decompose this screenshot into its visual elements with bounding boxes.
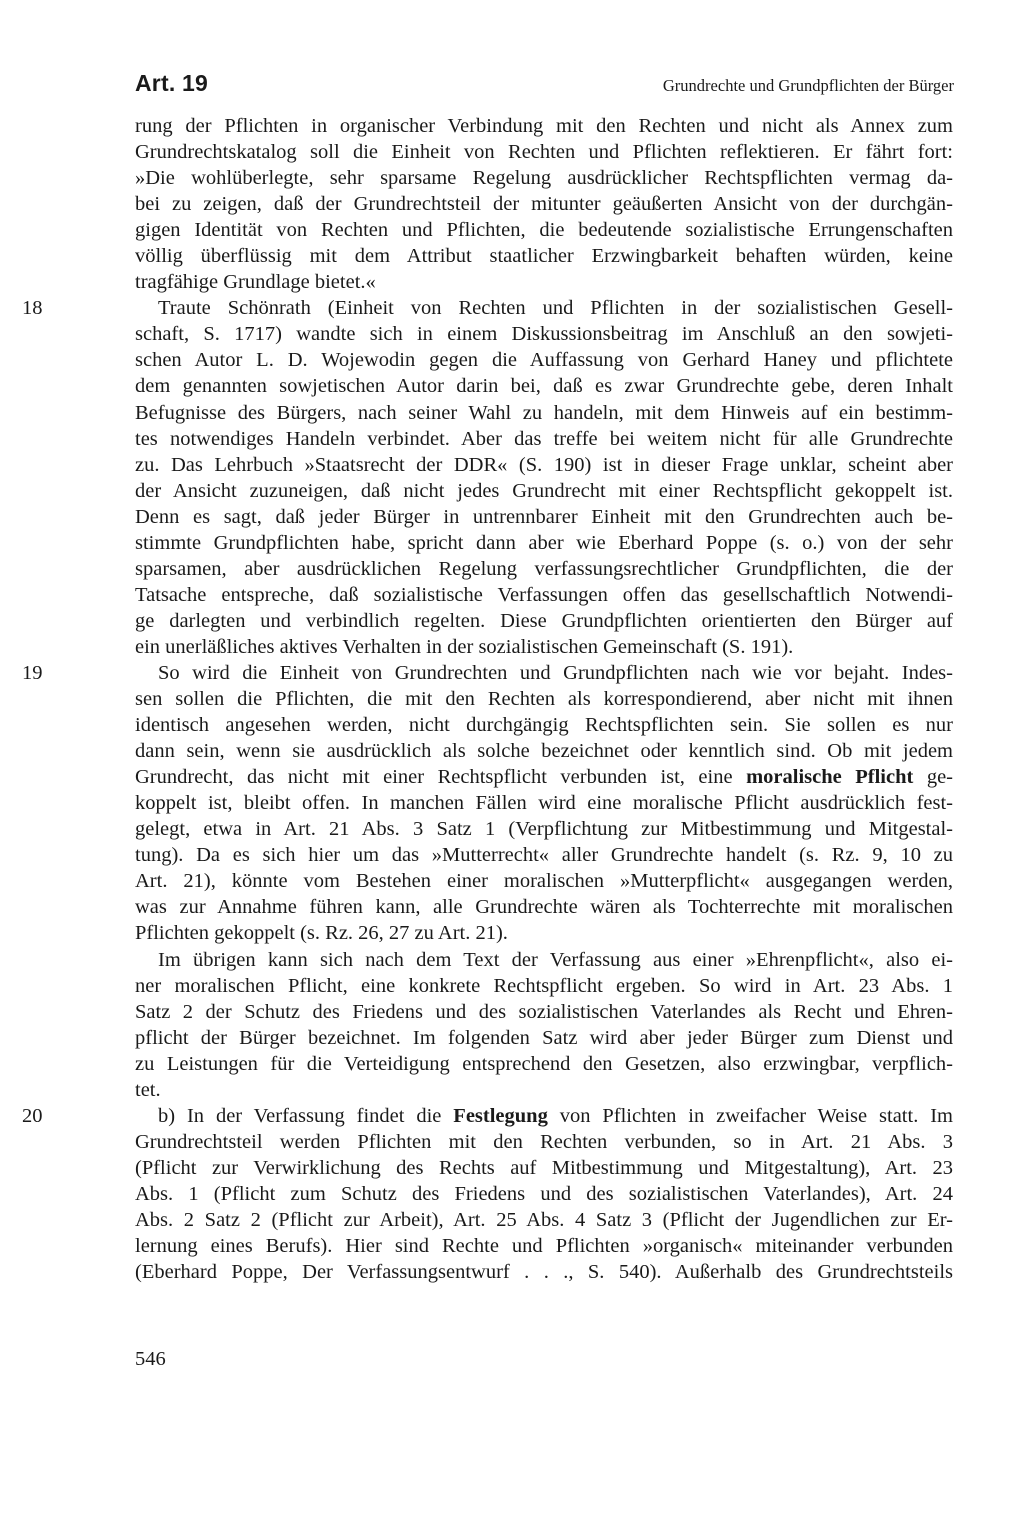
text-line-content: Traute Schönrath (Einheit von Rechten und Pflichten in der sozialistischen Gesell- [158, 297, 953, 320]
margin-number: 18 [22, 297, 43, 320]
text-line [22, 660, 953, 686]
text-line [135, 1077, 953, 1103]
text-line [135, 556, 953, 582]
text-line [135, 321, 953, 347]
text-line [135, 530, 953, 556]
text-line-content: der Ansicht zuzuneigen, daß nicht jedes Grundrecht mit einer Rechtspflicht gekoppelt ist. [135, 479, 953, 502]
text-line-content: was zur Annahme führen kann, alle Grundrechte wären als Tochterrechte mit moralischen [135, 896, 953, 919]
text-line [135, 712, 953, 738]
text-line-content: Befugnisse des Bürgers, nach seiner Wahl zu handeln, mit dem Hinweis auf ein bestimm- [135, 401, 953, 424]
text-line-content: ein unerläßliches aktives Verhalten in der sozialistischen Gemeinschaft (S. 191). [135, 635, 794, 658]
text-line-content: Abs. 2 Satz 2 (Pflicht zur Arbeit), Art. 25 Abs. 4 Satz 3 (Pflicht der Jugendlichen zur Er- [135, 1208, 953, 1231]
text-line [135, 868, 953, 894]
text-line [135, 1233, 953, 1259]
text-line-content: Tatsache entspreche, daß sozialistische Verfassungen offen das gesellschaftlich Notwendi- [135, 583, 953, 606]
text-line [135, 347, 953, 373]
text-line [135, 999, 953, 1025]
text-line [135, 816, 953, 842]
margin-number: 19 [22, 661, 43, 684]
text-line-content: tes notwendiges Handeln verbindet. Aber das treffe bei weitem nicht für alle Grundrechte [135, 427, 953, 450]
text-line-content: sen sollen die Pflichten, die mit den Rechten als korrespondierend, aber nicht mit ihnen [135, 688, 953, 711]
text-line-content: rung der Pflichten in organischer Verbindung mit den Rechten und nicht als Annex zum [135, 115, 953, 137]
text-line-content: gigen Identität von Rechten und Pflichten, die bedeutende sozialistische Errungenschaften [135, 219, 953, 242]
text-line-content: Abs. 1 (Pflicht zum Schutz des Friedens und des sozialistischen Vaterlandes), Art. 24 [135, 1182, 953, 1205]
text-line-content: sparsamen, aber ausdrücklichen Regelung verfassungsrechtlicher Grundpflichten, die der [135, 557, 953, 580]
text-line-content: Satz 2 der Schutz des Friedens und des sozialistischen Vaterlandes als Recht und Ehren- [135, 1000, 953, 1023]
text-line-content: schen Autor L. D. Wojewodin gegen die Auffassung von Gerhard Haney und pflichtete [135, 349, 953, 372]
text-line [135, 608, 953, 634]
text-line [135, 634, 953, 660]
text-line [135, 165, 953, 191]
text-line-content: Im übrigen kann sich nach dem Text der Verfassung aus einer »Ehrenpflicht«, also ei- [158, 948, 953, 971]
emphasized-term: Festlegung [453, 1104, 548, 1127]
text-line-content: (Eberhard Poppe, Der Verfassungsentwurf . . ., S. 540). Außerhalb des Grundrechtsteils [135, 1261, 953, 1284]
text-line-content: tung). Da es sich hier um das »Mutterrecht« aller Grundrechte handelt (s. Rz. 9, 10 zu [135, 844, 953, 867]
text-line [135, 973, 953, 999]
text-line [135, 1025, 953, 1051]
text-line-content: gelegt, etwa in Art. 21 Abs. 3 Satz 1 (Verpflichtung zur Mitbestimmung und Mitgestal- [135, 818, 953, 841]
text-line-content: schaft, S. 1717) wandte sich in einem Diskussionsbeitrag im Anschluß an den sowjeti- [135, 323, 953, 346]
text-line [135, 504, 953, 530]
text-line [135, 1155, 953, 1181]
text-line-content: So wird die Einheit von Grundrechten und Grundpflichten nach wie vor bejaht. Indes- [158, 661, 953, 684]
text-line-content: koppelt ist, bleibt offen. In manchen Fällen wird eine moralische Pflicht ausdrücklich fest- [135, 792, 953, 815]
text-line-content: »Die wohlüberlegte, sehr sparsame Regelung ausdrücklicher Rechtspflichten vermag da- [135, 167, 953, 190]
running-title: Grundrechte und Grundpflichten der Bürger [662, 76, 954, 95]
text-line-content: stimmte Grundpflichten habe, spricht dann aber wie Eberhard Poppe (s. o.) von der sehr [135, 531, 953, 554]
text-line-content: zu Leistungen für die Verteidigung entsprechend den Gesetzen, also erzwingbar, verpflich- [135, 1052, 953, 1075]
text-line-content: identisch angesehen werden, nicht durchgängig Rechtspflichten sein. Sie sollen es nur [135, 714, 953, 737]
text-line-content: pflicht der Bürger bezeichnet. Im folgenden Satz wird aber jeder Bürger zum Dienst und [135, 1026, 953, 1049]
text-line [135, 426, 953, 452]
text-line [135, 373, 953, 399]
text-line [135, 478, 953, 504]
emphasized-term: moralische Pflicht [746, 766, 914, 789]
text-line-content: zu. Das Lehrbuch »Staatsrecht der DDR« (S. 190) ist in dieser Frage unklar, scheint aber [135, 453, 953, 476]
article-heading: Art. 19 [135, 70, 208, 96]
text-line [135, 764, 953, 790]
text-line [135, 1259, 953, 1285]
text-line-content: ner moralischen Pflicht, eine konkrete Rechtspflicht ergeben. So wird in Art. 23 Abs. 1 [135, 974, 953, 997]
text-line-content: von Pflichten in zweifacher Weise statt. Im [547, 1104, 953, 1127]
text-line [135, 894, 953, 920]
text-line [135, 113, 953, 139]
text-line [135, 139, 953, 165]
text-line-content: (Pflicht zur Verwirklichung des Rechts auf Mitbestimmung und Mitgestaltung), Art. 23 [135, 1156, 953, 1179]
text-line [135, 269, 953, 295]
text-line-content: Grundrechtsteil werden Pflichten mit den Rechten verbunden, so in Art. 21 Abs. 3 [135, 1130, 953, 1153]
text-line [135, 1051, 953, 1077]
text-line [135, 452, 953, 478]
text-line-content: Denn es sagt, daß jeder Bürger in untrennbarer Einheit mit den Grundrechten auch be- [135, 505, 953, 528]
text-line-content: dann sein, wenn sie ausdrücklich als solche bezeichnet oder kenntlich sind. Ob mit jedem [135, 740, 953, 763]
text-line-content: Grundrecht, das nicht mit einer Rechtspflicht verbunden ist, eine [135, 766, 747, 789]
text-line [135, 842, 953, 868]
text-line [135, 243, 953, 269]
text-line-content: Pflichten gekoppelt (s. Rz. 26, 27 zu Art. 21). [135, 922, 508, 945]
text-line [135, 400, 953, 426]
text-line-content: ge darlegten und verbindlich regelten. Diese Grundpflichten orientierten den Bürger auf [135, 609, 953, 632]
text-line [135, 1129, 953, 1155]
text-line [135, 686, 953, 712]
text-line-content: tet. [135, 1078, 161, 1101]
text-line-content: b) In der Verfassung findet die [158, 1104, 454, 1127]
text-line-content: tragfähige Grundlage bietet.« [135, 271, 376, 294]
text-line [135, 790, 953, 816]
text-line [135, 191, 953, 217]
text-line [135, 738, 953, 764]
text-line [22, 295, 953, 321]
text-line-content: bei zu zeigen, daß der Grundrechtsteil der mitunter geäußerten Ansicht von der durchgän- [135, 193, 953, 216]
text-line-content: Art. 21), könnte vom Bestehen einer moralischen »Mutterpflicht« ausgegangen werden, [135, 870, 953, 893]
text-line-content: völlig überflüssig mit dem Attribut staatlicher Erzwingbarkeit behaften würden, keine [135, 245, 953, 268]
text-line [135, 1207, 953, 1233]
text-line [135, 1181, 953, 1207]
text-line [135, 582, 953, 608]
text-line-content: Grundrechtskatalog soll die Einheit von Rechten und Pflichten reflektieren. Er fährt fort: [135, 141, 953, 164]
text-line-content: ge- [913, 766, 953, 789]
body-text [22, 113, 953, 1285]
text-line-content: dem genannten sowjetischen Autor darin bei, daß es zwar Grundrechte gebe, deren Inhalt [135, 375, 953, 398]
text-line [22, 1103, 953, 1129]
text-line [135, 920, 953, 946]
page-number: 546 [135, 1348, 166, 1370]
text-line [135, 947, 953, 973]
margin-number: 20 [22, 1104, 43, 1127]
text-line-content: lernung eines Berufs). Hier sind Rechte und Pflichten »organisch« miteinander verbunden [135, 1235, 953, 1258]
text-line [135, 217, 953, 243]
